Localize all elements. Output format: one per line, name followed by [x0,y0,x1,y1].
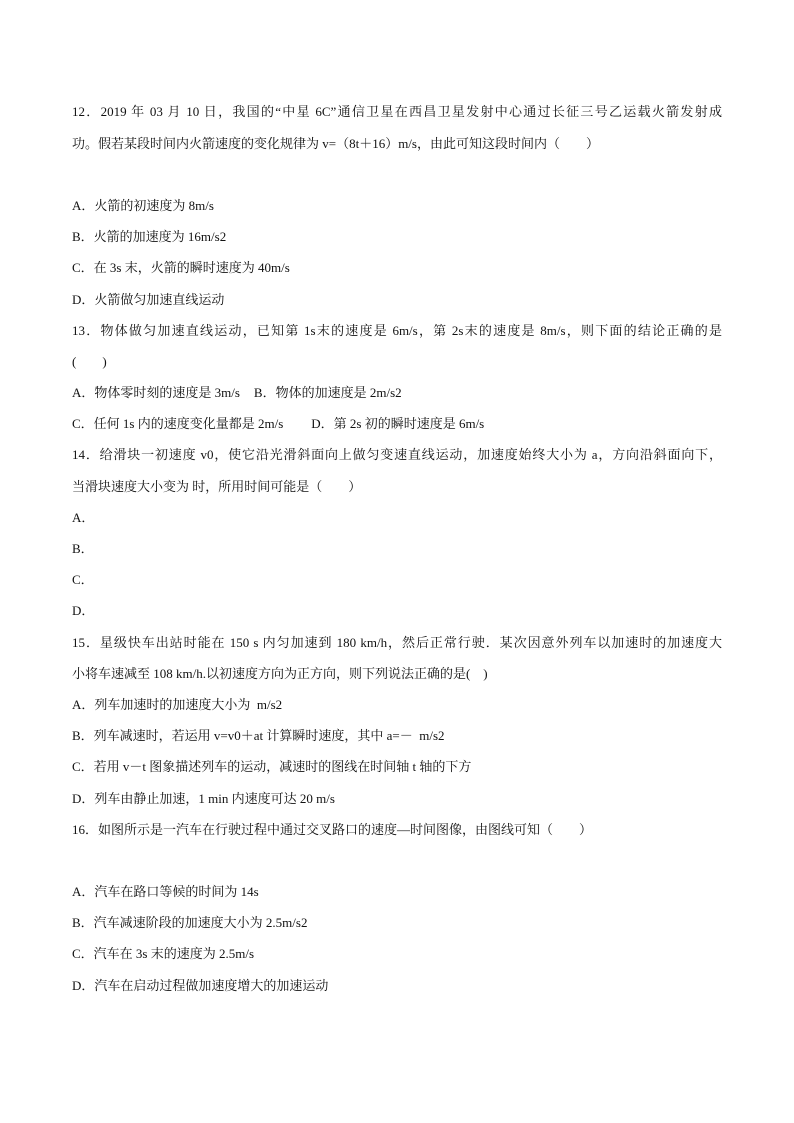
question-12-option-c: C．在 3s 末，火箭的瞬时速度为 40m/s [72,260,290,276]
question-15-stem-line-1: 15．星级快车出站时能在 150 s 内匀加速到 180 km/h，然后正常行驶．某次因意外列车以加速时的加速度大 [72,634,722,650]
question-15-option-d: D．列车由静止加速，1 min 内速度可达 20 m/s [72,790,335,806]
question-16-option-d: D．汽车在启动过程做加速度增大的加速运动 [72,977,329,993]
question-12-option-a: A．火箭的初速度为 8m/s [72,197,214,213]
question-list [72,96,722,1000]
question-16-option-c: C．汽车在 3s 末的速度为 2.5m/s [72,946,255,962]
question-15-stem-line-2: 小将车速减至 108 km/h.以初速度方向为正方向，则下列说法正确的是( ) [72,665,488,681]
question-13-option-a: A．物体零时刻的速度是 3m/s [72,385,240,401]
question-13-options-row-2 [72,408,722,439]
question-12-option-d: D．火箭做匀加速直线运动 [72,291,225,307]
question-12-stem-line-2: 功。假若某段时间内火箭速度的变化规律为 v=（8t＋16）m/s，由此可知这段时间内（ ） [72,135,599,151]
question-15-option-a: A．列车加速时的加速度大小为 m/s2 [72,696,283,712]
question-15-option-c: C．若用 v－t 图象描述列车的运动，减速时的图线在时间轴 t 轴的下方 [72,759,472,775]
question-13-stem-line-2: ( ) [72,353,107,369]
question-14-option-a: A． [72,509,95,525]
question-13-option-b: B．物体的加速度是 2m/s2 [253,385,402,401]
question-14-stem-line-2: 当滑块速度大小变为 时，所用时间可能是（ ） [72,478,362,494]
question-16-stem-line-1: 16．如图所示是一汽车在行驶过程中通过交叉路口的速度—时间图像，由图线可知（ ） [72,821,593,837]
question-16-option-b: B．汽车减速阶段的加速度大小为 2.5m/s2 [72,915,308,931]
question-12-stem-line-1: 12．2019 年 03 月 10 日，我国的“中星 6C”通信卫星在西昌卫星发射中心通过长征三号乙运载火箭发射成 [72,104,722,120]
question-16-option-a: A．汽车在路口等候的时间为 14s [72,884,259,900]
question-13-options-row-1 [72,377,722,408]
question-14-stem-line-1: 14．给滑块一初速度 v0，使它沿光滑斜面向上做匀变速直线运动，加速度始终大小为 a，方向沿斜面向下， [72,447,722,463]
question-13-stem-line-1: 13．物体做匀加速直线运动，已知第 1s末的速度是 6m/s，第 2s末的速度是 8m/s，则下面的结论正确的是 [72,322,722,338]
question-15-option-b: B．列车减速时，若运用 v=v0＋at 计算瞬时速度，其中 a=－ m/s2 [72,728,445,744]
spacer [72,159,722,190]
figure-placeholder [72,845,722,876]
question-12-option-b: B．火箭的加速度为 16m/s2 [72,229,227,245]
question-14-option-d: D． [72,603,95,619]
question-14-option-c: C． [72,572,94,588]
question-13-option-d: D．第 2s 初的瞬时速度是 6m/s [311,416,485,432]
question-13-option-c: C．任何 1s 内的速度变化量都是 2m/s [72,416,284,432]
question-14-option-b: B． [72,541,94,557]
